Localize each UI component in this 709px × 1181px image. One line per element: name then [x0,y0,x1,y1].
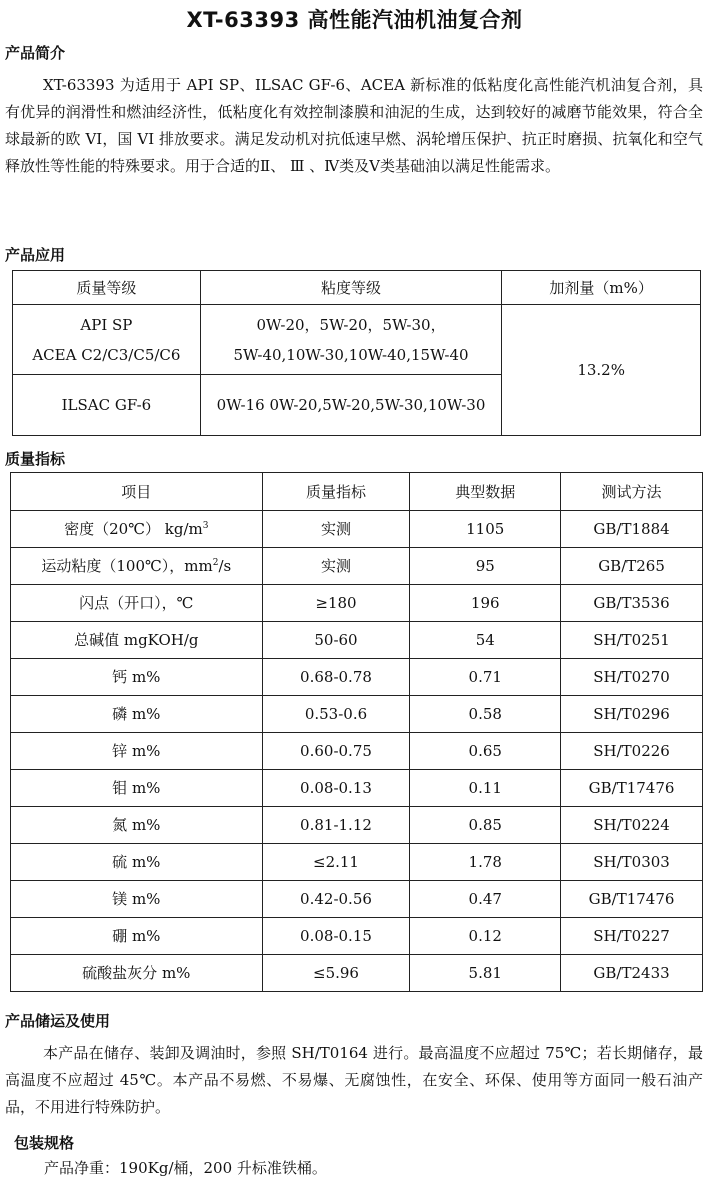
item-superscript: 3 [202,521,209,531]
method-cell: GB/T17476 [561,770,703,807]
typical-cell: 0.12 [410,918,561,955]
method-cell: GB/T265 [561,548,703,585]
typical-cell: 54 [410,622,561,659]
item-cell: 硼 m% [11,918,263,955]
typical-cell: 0.71 [410,659,561,696]
method-cell: SH/T0227 [561,918,703,955]
item-suffix: /s [218,557,232,575]
header-typical: 典型数据 [410,473,561,511]
grade-line: ACEA C2/C3/C5/C6 [32,345,181,364]
method-cell: SH/T0251 [561,622,703,659]
table-row [11,844,703,881]
specs-table [10,472,703,992]
typical-cell: 0.85 [410,807,561,844]
header-dosage: 加剂量（m%） [502,271,701,305]
table-row [11,511,703,548]
storage-heading: 产品储运及使用 [5,1012,111,1030]
table-row [11,733,703,770]
table-row [11,807,703,844]
method-cell: SH/T0270 [561,659,703,696]
intro-heading: 产品简介 [5,44,66,62]
header-quality-grade: 质量等级 [13,271,201,305]
table-row [11,548,703,585]
item-cell: 硫酸盐灰分 m% [11,955,263,992]
typical-cell: 196 [410,585,561,622]
spec-cell: 0.68-0.78 [262,659,410,696]
typical-cell: 5.81 [410,955,561,992]
header-viscosity-grade: 粘度等级 [200,271,501,305]
spec-cell: ≥180 [262,585,410,622]
specs-heading: 质量指标 [5,450,66,468]
table-row [11,659,703,696]
grade-line: API SP [80,315,133,334]
header-spec: 质量指标 [262,473,410,511]
spec-cell: 50-60 [262,622,410,659]
typical-cell: 0.11 [410,770,561,807]
viscosity-line: 0W-20，5W-20，5W-30， [256,315,446,334]
item-cell: 钼 m% [11,770,263,807]
method-cell: SH/T0303 [561,844,703,881]
header-item: 项目 [11,473,263,511]
table-row [11,696,703,733]
item-cell: 镁 m% [11,881,263,918]
spec-cell: ≤5.96 [262,955,410,992]
spec-cell: ≤2.11 [262,844,410,881]
table-row [11,622,703,659]
item-text: 运动粘度（100℃），mm [41,557,213,575]
spec-cell: 0.81-1.12 [262,807,410,844]
typical-cell: 1.78 [410,844,561,881]
method-cell: SH/T0296 [561,696,703,733]
quality-grade-cell [13,305,201,375]
table-header-row [13,271,701,305]
intro-paragraph: XT-63393 为适用于 API SP、ILSAC GF-6、ACEA 新标准的低粘度化高性能汽机油复合剂，具有优异的润滑性和燃油经济性，低粘度化有效控制漆膜和油泥的生成，达到较好的减磨节能效果，符合全球最新的欧 VI，国 VI 排放要求。满足发动机对抗低速早燃、涡轮增压保护、抗正时磨损、抗氧化和空气释放性等性能的特殊要求。用于合适的Ⅱ、 Ⅲ 、Ⅳ类及Ⅴ类基础油以满足性能需求。 [5,76,703,175]
item-text: 密度（20℃） kg/m [64,520,203,538]
table-row [11,585,703,622]
dosage-cell: 13.2% [502,305,701,436]
item-cell [11,511,263,548]
item-cell: 闪点（开口），℃ [11,585,263,622]
spec-cell: 0.60-0.75 [262,733,410,770]
item-cell: 锌 m% [11,733,263,770]
viscosity-grade-cell: 0W-16 0W-20,5W-20,5W-30,10W-30 [200,375,501,436]
spec-cell: 0.42-0.56 [262,881,410,918]
item-cell: 氮 m% [11,807,263,844]
typical-cell: 0.58 [410,696,561,733]
method-cell: SH/T0224 [561,807,703,844]
table-row [11,770,703,807]
table-row [11,918,703,955]
typical-cell: 0.47 [410,881,561,918]
item-cell: 总碱值 mgKOH/g [11,622,263,659]
table-row [11,955,703,992]
packaging-text: 产品净重：190Kg/桶，200 升标准铁桶。 [44,1159,327,1177]
header-method: 测试方法 [561,473,703,511]
quality-grade-cell: ILSAC GF-6 [13,375,201,436]
method-cell: GB/T2433 [561,955,703,992]
table-row [11,881,703,918]
packaging-heading: 包装规格 [14,1134,75,1152]
storage-paragraph: 本产品在储存、装卸及调油时，参照 SH/T0164 进行。最高温度不应超过 75℃；若长期储存，最高温度不应超过 45℃。本产品不易燃、不易爆、无腐蚀性，在安全、环保、使用等方面同一般石油产品，不用进行特殊防护。 [5,1044,703,1116]
item-cell: 磷 m% [11,696,263,733]
application-heading: 产品应用 [5,246,66,264]
spec-cell: 0.08-0.15 [262,918,410,955]
method-cell: GB/T17476 [561,881,703,918]
method-cell: SH/T0226 [561,733,703,770]
spec-cell: 0.53-0.6 [262,696,410,733]
spec-cell: 实测 [262,548,410,585]
table-header-row [11,473,703,511]
spec-cell: 实测 [262,511,410,548]
typical-cell: 0.65 [410,733,561,770]
typical-cell: 1105 [410,511,561,548]
table-row [13,305,701,375]
viscosity-grade-cell [200,305,501,375]
method-cell: GB/T1884 [561,511,703,548]
item-cell: 钙 m% [11,659,263,696]
item-cell [11,548,263,585]
typical-cell: 95 [410,548,561,585]
viscosity-line: 5W-40,10W-30,10W-40,15W-40 [233,345,469,364]
method-cell: GB/T3536 [561,585,703,622]
item-superscript: 2 [212,558,219,568]
page-title: XT-63393 高性能汽油机油复合剂 [186,8,523,32]
spec-cell: 0.08-0.13 [262,770,410,807]
application-table [12,270,701,436]
item-cell: 硫 m% [11,844,263,881]
